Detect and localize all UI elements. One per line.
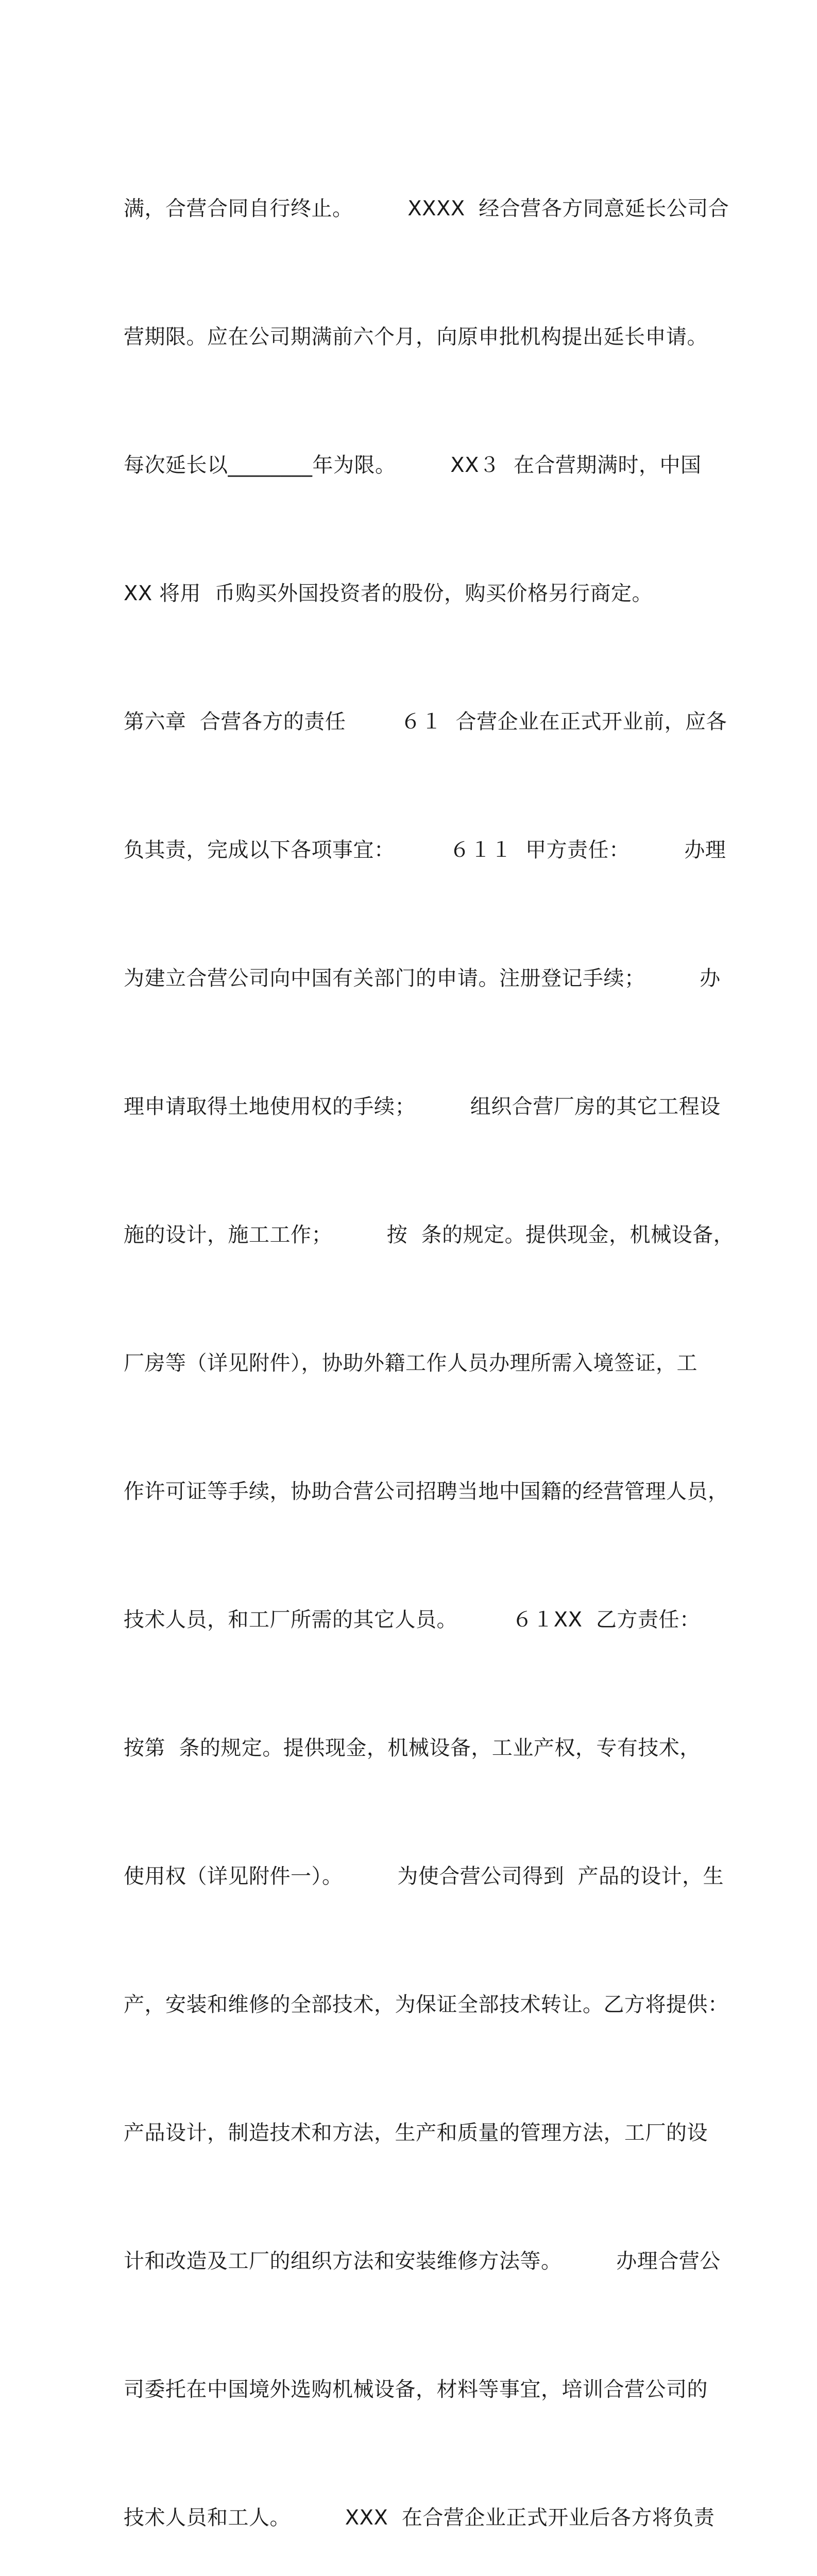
text-line: 营期限。应在公司期满前六个月，向原申批机构提出延长申请。: [124, 325, 708, 349]
text-line: 司委托在中国境外选购机械设备，材料等事宜，培训合营公司的: [124, 2378, 708, 2401]
document-body: [124, 102, 735, 2576]
text-line: 产，安装和维修的全部技术，为保证全部技术转让。乙方将提供：: [124, 1993, 729, 2016]
text-line: 按第 条的规定。提供现金，机械设备，工业产权，专有技术，: [124, 1736, 701, 1760]
text-line: 厂房等（详见附件），协助外籍工作人员办理所需入境签证，工: [124, 1351, 697, 1375]
text-line: 技术人员，和工厂所需的其它人员。 ６１XX 乙方责任：: [124, 1608, 701, 1632]
text-line: 施的设计，施工工作； 按 条的规定。提供现金，机械设备，: [124, 1223, 735, 1247]
text-line: 产品设计，制造技术和方法，生产和质量的管理方法，工厂的设: [124, 2121, 708, 2145]
text-line: 作许可证等手续，协助合营公司招聘当地中国籍的经营管理人员，: [124, 1480, 729, 1503]
text-line: 每次延长以________年为限。 XX３ 在合营期满时，中国: [124, 453, 702, 477]
chapter-6-heading-line: 第六章 合营各方的责任 ６１ 合营企业在正式开业前，应各: [124, 710, 727, 734]
text-line: 技术人员和工人。 XXX 在合营企业正式开业后各方将负责: [124, 2506, 715, 2530]
text-line: 理申请取得土地使用权的手续； 组织合营厂房的其它工程设: [124, 1095, 721, 1118]
text-line: 负其责，完成以下各项事宜： ６１１ 甲方责任： 办理: [124, 838, 726, 862]
text-line: 为建立合营公司向中国有关部门的申请。注册登记手续； 办: [124, 967, 721, 990]
text-line: 使用权（详见附件一）。 为使合营公司得到 产品的设计，生: [124, 1865, 724, 1888]
text-line: 计和改造及工厂的组织方法和安装维修方法等。 办理合营公: [124, 2249, 721, 2273]
text-line: 满，合营合同自行终止。 XXXX 经合营各方同意延长公司合: [124, 197, 729, 221]
text-line: XX 将用 币购买外国投资者的股份，购买价格另行商定。: [124, 582, 653, 605]
